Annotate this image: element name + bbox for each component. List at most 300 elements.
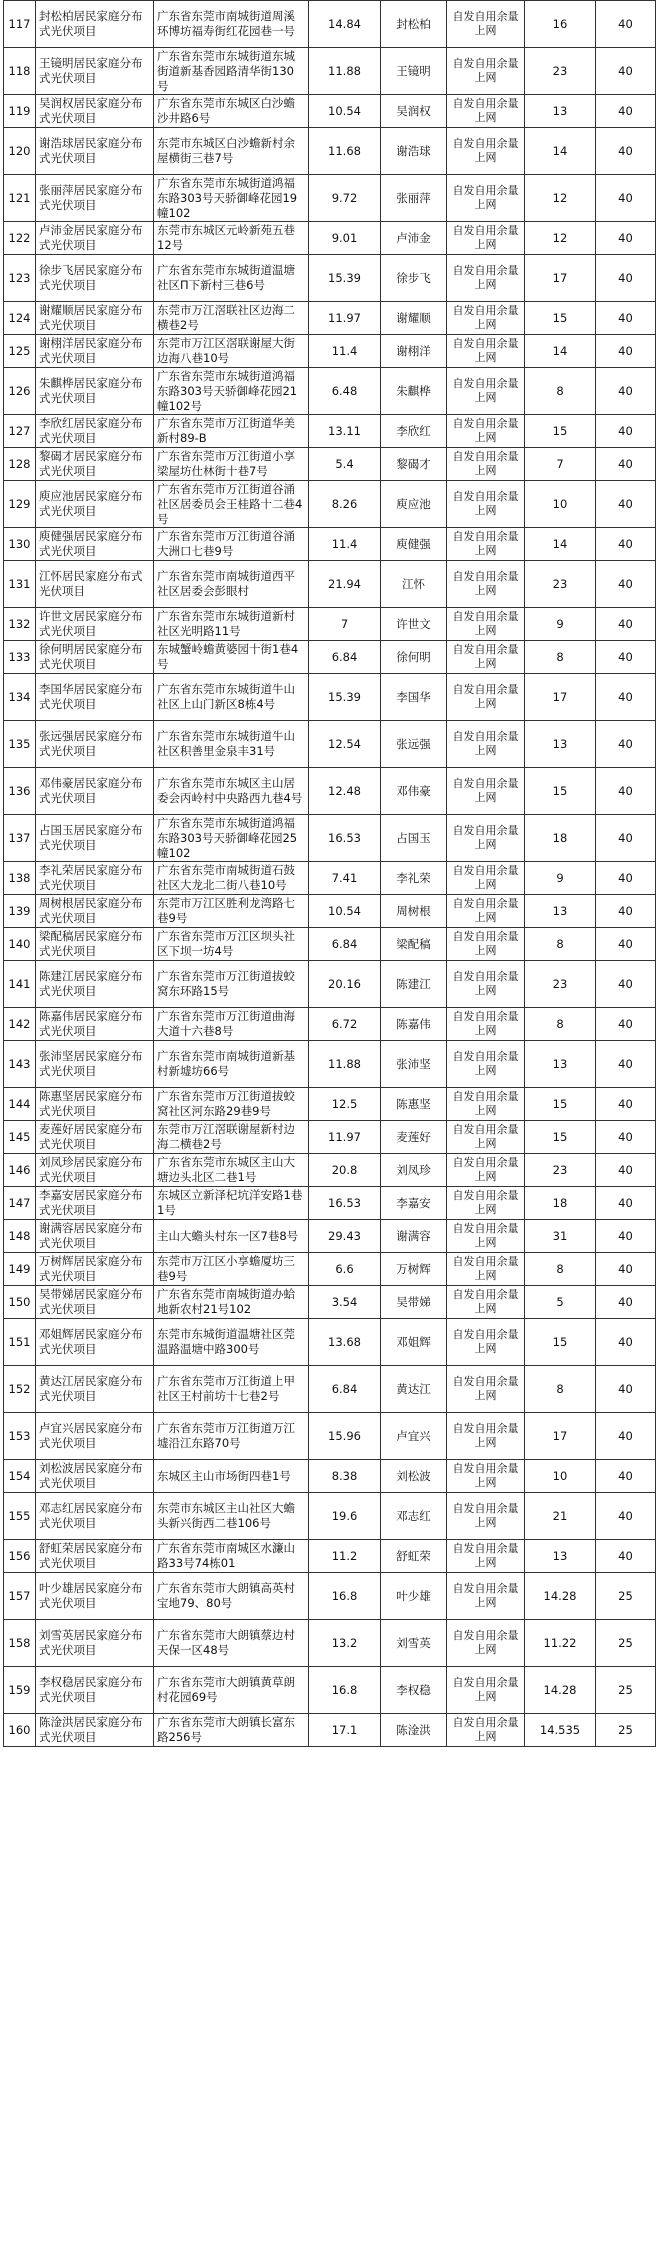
grid-connection-mode-cell: 自发自用余量上网 — [447, 1154, 525, 1187]
grid-connection-mode-cell: 自发自用余量上网 — [447, 175, 525, 222]
value-b-cell: 40 — [596, 255, 656, 302]
value-a-cell: 5 — [525, 1286, 596, 1319]
project-name-cell: 邓姐辉居民家庭分布式光伏项目 — [36, 1319, 154, 1366]
grid-connection-mode-cell: 自发自用余量上网 — [447, 1187, 525, 1220]
grid-connection-mode-cell: 自发自用余量上网 — [447, 448, 525, 481]
installed-capacity-cell: 6.48 — [309, 368, 381, 415]
project-address-cell: 广东省东莞市东城街道新村社区光明路11号 — [154, 608, 309, 641]
value-a-cell: 17 — [525, 1413, 596, 1460]
grid-connection-mode-cell: 自发自用余量上网 — [447, 528, 525, 561]
table-row — [4, 448, 656, 481]
value-a-cell: 14 — [525, 335, 596, 368]
project-name-cell: 谢满容居民家庭分布式光伏项目 — [36, 1220, 154, 1253]
value-b-cell: 40 — [596, 1121, 656, 1154]
row-number-cell: 142 — [4, 1008, 36, 1041]
value-b-cell: 40 — [596, 928, 656, 961]
table-row — [4, 128, 656, 175]
value-a-cell: 8 — [525, 928, 596, 961]
grid-connection-mode-cell: 自发自用余量上网 — [447, 222, 525, 255]
project-address-cell: 广东省东莞市南城街道新基村新墟坊66号 — [154, 1041, 309, 1088]
grid-connection-mode-cell: 自发自用余量上网 — [447, 95, 525, 128]
project-address-cell: 广东省东莞市大朗镇长富东路256号 — [154, 1714, 309, 1747]
value-a-cell: 21 — [525, 1493, 596, 1540]
owner-name-cell: 麦莲好 — [381, 1121, 447, 1154]
installed-capacity-cell: 15.39 — [309, 255, 381, 302]
project-address-cell: 广东省东莞市东城街道鸿福东路303号天骄御峰花园25幢102 — [154, 815, 309, 862]
table-body — [4, 1, 656, 1747]
installed-capacity-cell: 15.39 — [309, 674, 381, 721]
table-row — [4, 335, 656, 368]
row-number-cell: 119 — [4, 95, 36, 128]
installed-capacity-cell: 13.11 — [309, 415, 381, 448]
project-name-cell: 封松柏居民家庭分布式光伏项目 — [36, 1, 154, 48]
project-address-cell: 东莞市东城区白沙蟾新村余屋横街三巷7号 — [154, 128, 309, 175]
value-a-cell: 8 — [525, 1008, 596, 1041]
table-row — [4, 528, 656, 561]
value-a-cell: 11.22 — [525, 1620, 596, 1667]
project-address-cell: 广东省东莞市东城区白沙蟾沙井路6号 — [154, 95, 309, 128]
owner-name-cell: 周树根 — [381, 895, 447, 928]
value-a-cell: 12 — [525, 222, 596, 255]
owner-name-cell: 李国华 — [381, 674, 447, 721]
project-name-cell: 叶少雄居民家庭分布式光伏项目 — [36, 1573, 154, 1620]
value-b-cell: 40 — [596, 961, 656, 1008]
owner-name-cell: 庾健强 — [381, 528, 447, 561]
project-name-cell: 朱麒桦居民家庭分布式光伏项目 — [36, 368, 154, 415]
owner-name-cell: 李权稳 — [381, 1667, 447, 1714]
value-a-cell: 13 — [525, 721, 596, 768]
owner-name-cell: 陈惠坚 — [381, 1088, 447, 1121]
grid-connection-mode-cell: 自发自用余量上网 — [447, 255, 525, 302]
project-address-cell: 广东省东莞市南城街道石鼓社区大龙北二街八巷10号 — [154, 862, 309, 895]
installed-capacity-cell: 10.54 — [309, 95, 381, 128]
row-number-cell: 120 — [4, 128, 36, 175]
owner-name-cell: 黄达江 — [381, 1366, 447, 1413]
owner-name-cell: 吴带娣 — [381, 1286, 447, 1319]
value-b-cell: 40 — [596, 768, 656, 815]
owner-name-cell: 许世文 — [381, 608, 447, 641]
project-address-cell: 东莞市东城区元岭新苑五巷12号 — [154, 222, 309, 255]
project-name-cell: 刘松波居民家庭分布式光伏项目 — [36, 1460, 154, 1493]
row-number-cell: 121 — [4, 175, 36, 222]
project-address-cell: 广东省东莞市万江街道上甲社区王村前坊十七巷2号 — [154, 1366, 309, 1413]
value-b-cell: 25 — [596, 1620, 656, 1667]
value-b-cell: 40 — [596, 608, 656, 641]
value-a-cell: 14 — [525, 528, 596, 561]
project-address-cell: 东莞市万江滘联谢屋新村边海二横巷2号 — [154, 1121, 309, 1154]
value-b-cell: 25 — [596, 1573, 656, 1620]
grid-connection-mode-cell: 自发自用余量上网 — [447, 1667, 525, 1714]
table-row — [4, 1667, 656, 1714]
value-b-cell: 40 — [596, 1253, 656, 1286]
project-name-cell: 舒虹荣居民家庭分布式光伏项目 — [36, 1540, 154, 1573]
table-row — [4, 768, 656, 815]
row-number-cell: 131 — [4, 561, 36, 608]
value-a-cell: 15 — [525, 768, 596, 815]
table-row — [4, 961, 656, 1008]
grid-connection-mode-cell: 自发自用余量上网 — [447, 1714, 525, 1747]
row-number-cell: 159 — [4, 1667, 36, 1714]
row-number-cell: 146 — [4, 1154, 36, 1187]
owner-name-cell: 刘凤珍 — [381, 1154, 447, 1187]
installed-capacity-cell: 6.84 — [309, 641, 381, 674]
value-b-cell: 40 — [596, 1187, 656, 1220]
owner-name-cell: 叶少雄 — [381, 1573, 447, 1620]
project-address-cell: 东莞市东城区主山社区大蟾头新兴街西二巷106号 — [154, 1493, 309, 1540]
value-a-cell: 10 — [525, 481, 596, 528]
owner-name-cell: 朱麒桦 — [381, 368, 447, 415]
owner-name-cell: 谢浩球 — [381, 128, 447, 175]
project-name-cell: 李权稳居民家庭分布式光伏项目 — [36, 1667, 154, 1714]
installed-capacity-cell: 11.97 — [309, 1121, 381, 1154]
row-number-cell: 147 — [4, 1187, 36, 1220]
project-name-cell: 庾应池居民家庭分布式光伏项目 — [36, 481, 154, 528]
table-row — [4, 1187, 656, 1220]
project-address-cell: 广东省东莞市万江街道拔蛟窝东环路15号 — [154, 961, 309, 1008]
grid-connection-mode-cell: 自发自用余量上网 — [447, 1253, 525, 1286]
project-name-cell: 卢沛金居民家庭分布式光伏项目 — [36, 222, 154, 255]
owner-name-cell: 徐何明 — [381, 641, 447, 674]
project-address-cell: 广东省东莞市大朗镇蔡边村天保一区48号 — [154, 1620, 309, 1667]
grid-connection-mode-cell: 自发自用余量上网 — [447, 1286, 525, 1319]
table-row — [4, 302, 656, 335]
value-a-cell: 31 — [525, 1220, 596, 1253]
project-name-cell: 邓伟豪居民家庭分布式光伏项目 — [36, 768, 154, 815]
owner-name-cell: 张远强 — [381, 721, 447, 768]
table-row — [4, 1088, 656, 1121]
value-a-cell: 14 — [525, 128, 596, 175]
installed-capacity-cell: 12.48 — [309, 768, 381, 815]
project-address-cell: 广东省东莞市南城街道周溪环博坊福寿街红花园巷一号 — [154, 1, 309, 48]
owner-name-cell: 陈嘉伟 — [381, 1008, 447, 1041]
row-number-cell: 132 — [4, 608, 36, 641]
owner-name-cell: 徐步飞 — [381, 255, 447, 302]
table-row — [4, 1220, 656, 1253]
value-b-cell: 40 — [596, 1460, 656, 1493]
grid-connection-mode-cell: 自发自用余量上网 — [447, 1493, 525, 1540]
value-a-cell: 16 — [525, 1, 596, 48]
value-a-cell: 8 — [525, 368, 596, 415]
table-row — [4, 1121, 656, 1154]
project-name-cell: 徐何明居民家庭分布式光伏项目 — [36, 641, 154, 674]
project-name-cell: 邓志红居民家庭分布式光伏项目 — [36, 1493, 154, 1540]
project-name-cell: 刘凤珍居民家庭分布式光伏项目 — [36, 1154, 154, 1187]
installed-capacity-cell: 8.38 — [309, 1460, 381, 1493]
project-name-cell: 陈建江居民家庭分布式光伏项目 — [36, 961, 154, 1008]
project-name-cell: 张沛坚居民家庭分布式光伏项目 — [36, 1041, 154, 1088]
value-b-cell: 40 — [596, 128, 656, 175]
project-name-cell: 谢浩球居民家庭分布式光伏项目 — [36, 128, 154, 175]
value-b-cell: 40 — [596, 222, 656, 255]
table-row — [4, 1573, 656, 1620]
table-row — [4, 1253, 656, 1286]
project-address-cell: 东莞市万江区小享蟾厦坊三巷9号 — [154, 1253, 309, 1286]
row-number-cell: 134 — [4, 674, 36, 721]
table-row — [4, 1460, 656, 1493]
installed-capacity-cell: 11.2 — [309, 1540, 381, 1573]
grid-connection-mode-cell: 自发自用余量上网 — [447, 895, 525, 928]
table-row — [4, 1286, 656, 1319]
value-a-cell: 12 — [525, 175, 596, 222]
project-address-cell: 广东省东莞市万江街道万江墟沿江东路70号 — [154, 1413, 309, 1460]
owner-name-cell: 梁配稿 — [381, 928, 447, 961]
owner-name-cell: 李欣红 — [381, 415, 447, 448]
value-b-cell: 40 — [596, 302, 656, 335]
value-a-cell: 17 — [525, 674, 596, 721]
installed-capacity-cell: 19.6 — [309, 1493, 381, 1540]
row-number-cell: 140 — [4, 928, 36, 961]
value-b-cell: 40 — [596, 1154, 656, 1187]
value-b-cell: 40 — [596, 481, 656, 528]
project-name-cell: 陈嘉伟居民家庭分布式光伏项目 — [36, 1008, 154, 1041]
row-number-cell: 150 — [4, 1286, 36, 1319]
project-address-cell: 广东省东莞市东城街道东城街道新基香园路清华街130号 — [154, 48, 309, 95]
table-row — [4, 928, 656, 961]
project-address-cell: 广东省东莞市南城街道西平社区居委会彭眼村 — [154, 561, 309, 608]
value-a-cell: 17 — [525, 255, 596, 302]
project-name-cell: 刘雪英居民家庭分布式光伏项目 — [36, 1620, 154, 1667]
project-name-cell: 卢宜兴居民家庭分布式光伏项目 — [36, 1413, 154, 1460]
row-number-cell: 124 — [4, 302, 36, 335]
project-address-cell: 广东省东莞市万江街道谷涌社区居委员会王桂路十二巷4号 — [154, 481, 309, 528]
installed-capacity-cell: 11.88 — [309, 48, 381, 95]
row-number-cell: 117 — [4, 1, 36, 48]
value-b-cell: 40 — [596, 415, 656, 448]
grid-connection-mode-cell: 自发自用余量上网 — [447, 674, 525, 721]
owner-name-cell: 卢沛金 — [381, 222, 447, 255]
owner-name-cell: 王镜明 — [381, 48, 447, 95]
row-number-cell: 160 — [4, 1714, 36, 1747]
installed-capacity-cell: 13.2 — [309, 1620, 381, 1667]
project-name-cell: 黎碣才居民家庭分布式光伏项目 — [36, 448, 154, 481]
owner-name-cell: 张沛坚 — [381, 1041, 447, 1088]
row-number-cell: 129 — [4, 481, 36, 528]
installed-capacity-cell: 20.16 — [309, 961, 381, 1008]
value-a-cell: 18 — [525, 815, 596, 862]
grid-connection-mode-cell: 自发自用余量上网 — [447, 1041, 525, 1088]
grid-connection-mode-cell: 自发自用余量上网 — [447, 415, 525, 448]
table-row — [4, 1714, 656, 1747]
installed-capacity-cell: 12.5 — [309, 1088, 381, 1121]
project-name-cell: 万树辉居民家庭分布式光伏项目 — [36, 1253, 154, 1286]
value-a-cell: 10 — [525, 1460, 596, 1493]
owner-name-cell: 刘雪英 — [381, 1620, 447, 1667]
value-b-cell: 40 — [596, 1540, 656, 1573]
table-row — [4, 1620, 656, 1667]
project-name-cell: 李国华居民家庭分布式光伏项目 — [36, 674, 154, 721]
installed-capacity-cell: 16.53 — [309, 815, 381, 862]
value-a-cell: 15 — [525, 1319, 596, 1366]
value-b-cell: 40 — [596, 1220, 656, 1253]
table-row — [4, 1540, 656, 1573]
table-row — [4, 1493, 656, 1540]
value-a-cell: 15 — [525, 302, 596, 335]
grid-connection-mode-cell: 自发自用余量上网 — [447, 641, 525, 674]
project-name-cell: 许世文居民家庭分布式光伏项目 — [36, 608, 154, 641]
installed-capacity-cell: 15.96 — [309, 1413, 381, 1460]
table-row — [4, 368, 656, 415]
owner-name-cell: 陈建江 — [381, 961, 447, 1008]
project-address-cell: 广东省东莞市东城街道牛山社区积善里金泉丰31号 — [154, 721, 309, 768]
row-number-cell: 151 — [4, 1319, 36, 1366]
project-table — [3, 0, 656, 1747]
owner-name-cell: 庾应池 — [381, 481, 447, 528]
value-a-cell: 8 — [525, 641, 596, 674]
grid-connection-mode-cell: 自发自用余量上网 — [447, 335, 525, 368]
value-b-cell: 40 — [596, 561, 656, 608]
row-number-cell: 126 — [4, 368, 36, 415]
installed-capacity-cell: 12.54 — [309, 721, 381, 768]
value-a-cell: 14.28 — [525, 1573, 596, 1620]
value-b-cell: 40 — [596, 335, 656, 368]
installed-capacity-cell: 21.94 — [309, 561, 381, 608]
row-number-cell: 153 — [4, 1413, 36, 1460]
table-row — [4, 222, 656, 255]
installed-capacity-cell: 16.8 — [309, 1573, 381, 1620]
owner-name-cell: 邓伟豪 — [381, 768, 447, 815]
project-name-cell: 徐步飞居民家庭分布式光伏项目 — [36, 255, 154, 302]
project-name-cell: 李嘉安居民家庭分布式光伏项目 — [36, 1187, 154, 1220]
project-address-cell: 东莞市万江区滘联谢屋大街边海八巷10号 — [154, 335, 309, 368]
grid-connection-mode-cell: 自发自用余量上网 — [447, 561, 525, 608]
value-b-cell: 40 — [596, 48, 656, 95]
grid-connection-mode-cell: 自发自用余量上网 — [447, 1319, 525, 1366]
row-number-cell: 139 — [4, 895, 36, 928]
project-address-cell: 广东省东莞市万江街道曲海大道十六巷8号 — [154, 1008, 309, 1041]
table-row — [4, 608, 656, 641]
project-address-cell: 东城区主山市场街四巷1号 — [154, 1460, 309, 1493]
project-name-cell: 李欣红居民家庭分布式光伏项目 — [36, 415, 154, 448]
value-a-cell: 7 — [525, 448, 596, 481]
grid-connection-mode-cell: 自发自用余量上网 — [447, 1620, 525, 1667]
grid-connection-mode-cell: 自发自用余量上网 — [447, 128, 525, 175]
installed-capacity-cell: 7 — [309, 608, 381, 641]
project-name-cell: 陈淦洪居民家庭分布式光伏项目 — [36, 1714, 154, 1747]
value-a-cell: 23 — [525, 1154, 596, 1187]
value-b-cell: 40 — [596, 641, 656, 674]
project-address-cell: 广东省东莞市大朗镇高英村宝地79、80号 — [154, 1573, 309, 1620]
value-b-cell: 40 — [596, 448, 656, 481]
project-name-cell: 占国玉居民家庭分布式光伏项目 — [36, 815, 154, 862]
installed-capacity-cell: 20.8 — [309, 1154, 381, 1187]
project-name-cell: 谢栩洋居民家庭分布式光伏项目 — [36, 335, 154, 368]
table-row — [4, 721, 656, 768]
value-b-cell: 40 — [596, 721, 656, 768]
project-address-cell: 主山大蟾头村东一区7巷8号 — [154, 1220, 309, 1253]
project-address-cell: 广东省东莞市万江街道谷涌大洲口七巷9号 — [154, 528, 309, 561]
installed-capacity-cell: 6.84 — [309, 1366, 381, 1413]
installed-capacity-cell: 16.8 — [309, 1667, 381, 1714]
table-row — [4, 641, 656, 674]
project-address-cell: 东莞市东城街道温塘社区莞温路温塘中路300号 — [154, 1319, 309, 1366]
row-number-cell: 125 — [4, 335, 36, 368]
value-a-cell: 13 — [525, 95, 596, 128]
installed-capacity-cell: 6.84 — [309, 928, 381, 961]
installed-capacity-cell: 7.41 — [309, 862, 381, 895]
installed-capacity-cell: 14.84 — [309, 1, 381, 48]
value-b-cell: 25 — [596, 1714, 656, 1747]
owner-name-cell: 李礼荣 — [381, 862, 447, 895]
value-a-cell: 18 — [525, 1187, 596, 1220]
project-address-cell: 广东省东莞市万江街道小享梁屋坊仕林街十巷7号 — [154, 448, 309, 481]
project-address-cell: 广东省东莞市万江街道拔蛟窝社区河东路29巷9号 — [154, 1088, 309, 1121]
row-number-cell: 144 — [4, 1088, 36, 1121]
value-a-cell: 14.28 — [525, 1667, 596, 1714]
installed-capacity-cell: 11.68 — [309, 128, 381, 175]
project-address-cell: 广东省东莞市东城区主山大塘边头北区二巷1号 — [154, 1154, 309, 1187]
project-name-cell: 梁配稿居民家庭分布式光伏项目 — [36, 928, 154, 961]
value-a-cell: 15 — [525, 1088, 596, 1121]
table-row — [4, 674, 656, 721]
row-number-cell: 136 — [4, 768, 36, 815]
table-row — [4, 481, 656, 528]
table-row — [4, 1319, 656, 1366]
row-number-cell: 138 — [4, 862, 36, 895]
grid-connection-mode-cell: 自发自用余量上网 — [447, 1366, 525, 1413]
row-number-cell: 145 — [4, 1121, 36, 1154]
value-a-cell: 8 — [525, 1253, 596, 1286]
row-number-cell: 148 — [4, 1220, 36, 1253]
project-address-cell: 东莞市万江区胜利龙湾路七巷9号 — [154, 895, 309, 928]
owner-name-cell: 舒虹荣 — [381, 1540, 447, 1573]
row-number-cell: 123 — [4, 255, 36, 302]
project-name-cell: 庾健强居民家庭分布式光伏项目 — [36, 528, 154, 561]
grid-connection-mode-cell: 自发自用余量上网 — [447, 1220, 525, 1253]
row-number-cell: 128 — [4, 448, 36, 481]
owner-name-cell: 邓志红 — [381, 1493, 447, 1540]
installed-capacity-cell: 6.6 — [309, 1253, 381, 1286]
value-b-cell: 40 — [596, 895, 656, 928]
project-name-cell: 吴带娣居民家庭分布式光伏项目 — [36, 1286, 154, 1319]
table-row — [4, 895, 656, 928]
grid-connection-mode-cell: 自发自用余量上网 — [447, 1, 525, 48]
project-name-cell: 麦莲好居民家庭分布式光伏项目 — [36, 1121, 154, 1154]
grid-connection-mode-cell: 自发自用余量上网 — [447, 302, 525, 335]
row-number-cell: 135 — [4, 721, 36, 768]
value-b-cell: 40 — [596, 528, 656, 561]
row-number-cell: 149 — [4, 1253, 36, 1286]
value-a-cell: 13 — [525, 1540, 596, 1573]
row-number-cell: 143 — [4, 1041, 36, 1088]
value-b-cell: 40 — [596, 862, 656, 895]
project-address-cell: 广东省东莞市万江街道华美新村89-B — [154, 415, 309, 448]
value-b-cell: 40 — [596, 674, 656, 721]
grid-connection-mode-cell: 自发自用余量上网 — [447, 768, 525, 815]
row-number-cell: 127 — [4, 415, 36, 448]
value-b-cell: 40 — [596, 368, 656, 415]
value-b-cell: 40 — [596, 1286, 656, 1319]
project-address-cell: 东城蟹岭蟾黄婆园十街1巷4号 — [154, 641, 309, 674]
project-name-cell: 李礼荣居民家庭分布式光伏项目 — [36, 862, 154, 895]
value-b-cell: 25 — [596, 1667, 656, 1714]
installed-capacity-cell: 11.4 — [309, 528, 381, 561]
grid-connection-mode-cell: 自发自用余量上网 — [447, 815, 525, 862]
project-name-cell: 谢耀顺居民家庭分布式光伏项目 — [36, 302, 154, 335]
grid-connection-mode-cell: 自发自用余量上网 — [447, 48, 525, 95]
installed-capacity-cell: 3.54 — [309, 1286, 381, 1319]
project-name-cell: 江怀居民家庭分布式光伏项目 — [36, 561, 154, 608]
value-b-cell: 40 — [596, 815, 656, 862]
table-row — [4, 48, 656, 95]
value-b-cell: 40 — [596, 1413, 656, 1460]
installed-capacity-cell: 9.72 — [309, 175, 381, 222]
value-b-cell: 40 — [596, 1319, 656, 1366]
table-row — [4, 862, 656, 895]
project-address-cell: 广东省东莞市万江区坝头社区下坝一坊4号 — [154, 928, 309, 961]
owner-name-cell: 黎碣才 — [381, 448, 447, 481]
project-name-cell: 周树根居民家庭分布式光伏项目 — [36, 895, 154, 928]
installed-capacity-cell: 8.26 — [309, 481, 381, 528]
